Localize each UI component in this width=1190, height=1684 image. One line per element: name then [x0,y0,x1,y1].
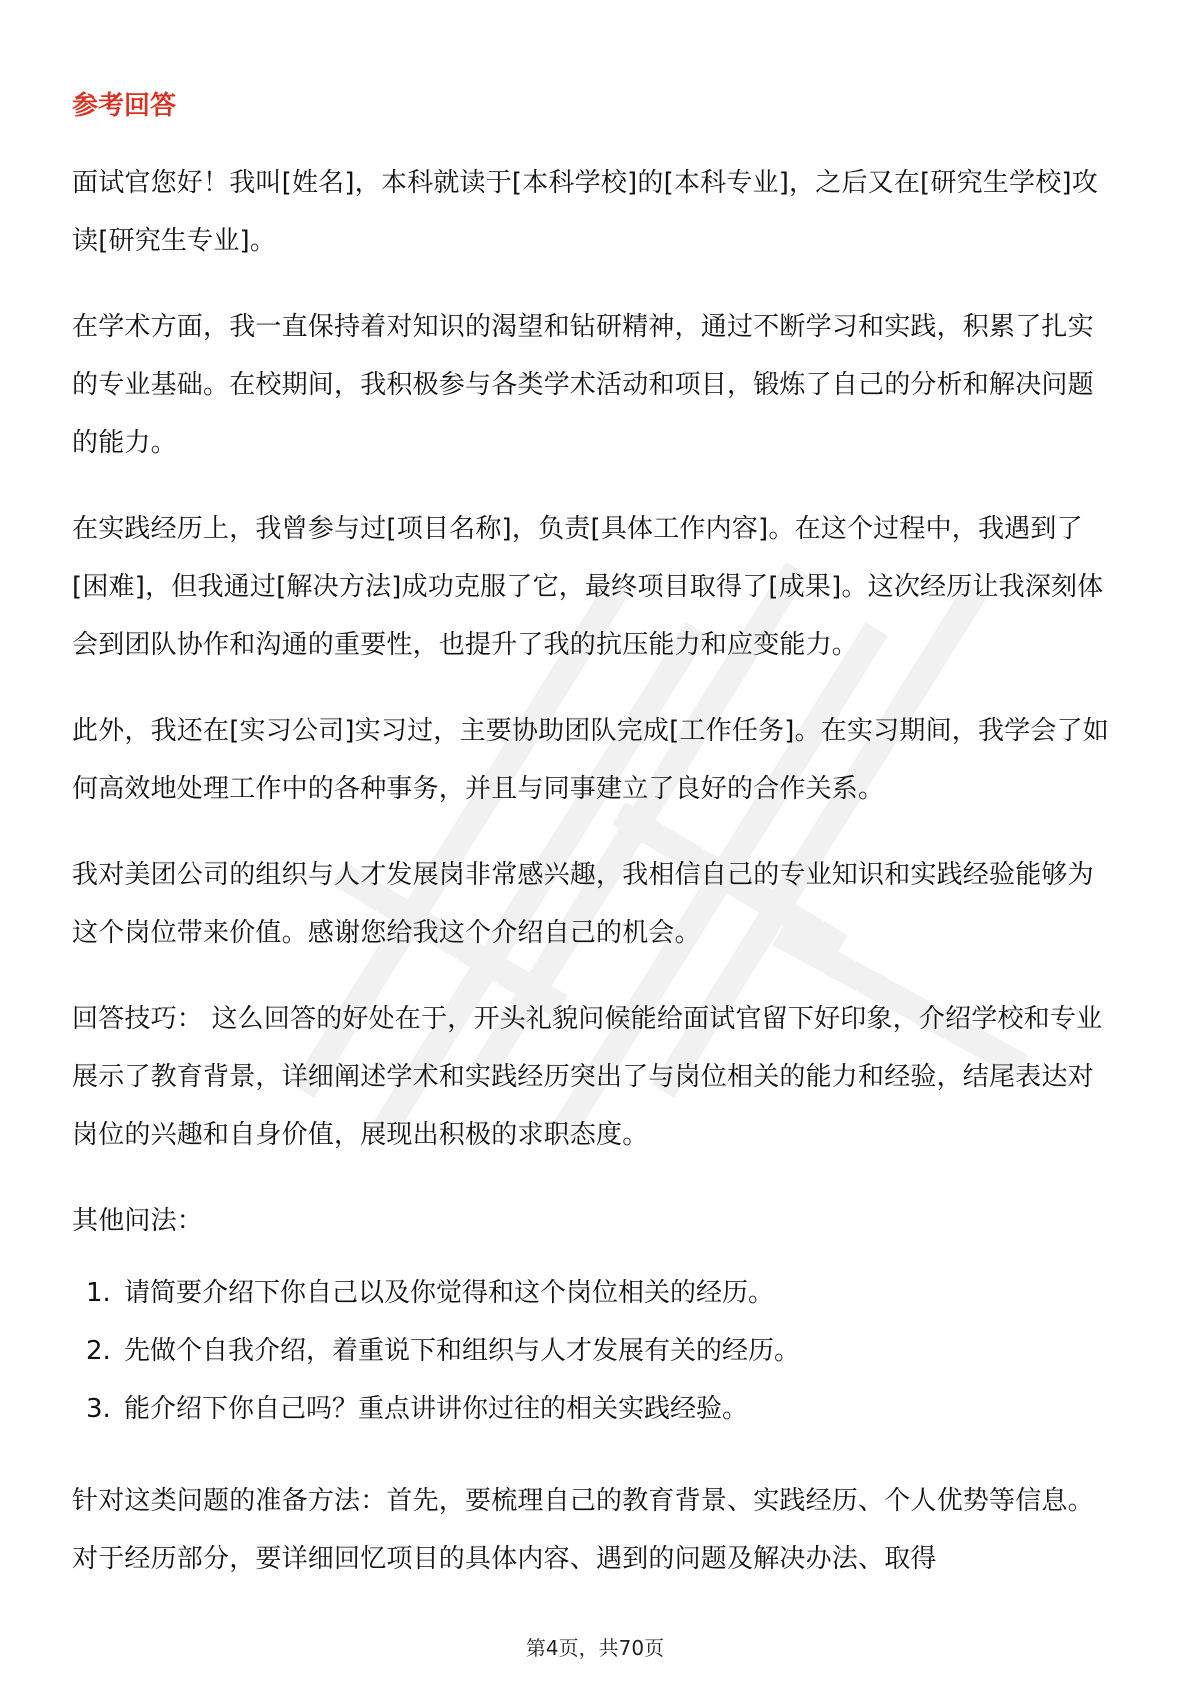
answer-paragraph-1: 面试官您好！我叫[姓名]，本科就读于[本科学校]的[本科专业]，之后又在[研究生学校]攻读[研究生专业]。 [72,168,1098,256]
list-item-text: 请简要介绍下你自己以及你觉得和这个岗位相关的经历。 [124,1278,775,1308]
list-item-number: 2. [86,1336,111,1366]
other-questions-list [72,1264,1118,1438]
list-item-number: 3. [86,1394,111,1424]
section-title: 参考回答 [72,91,177,121]
preparation-paragraph: 针对这类问题的准备方法：首先，要梳理自己的教育背景、实践经历、个人优势等信息。对于经历部分，要详细回忆项目的具体内容、遇到的问题及解决办法、取得 [72,1486,1094,1574]
list-item [72,1380,1118,1438]
answer-paragraph-4: 此外，我还在[实习公司]实习过，主要协助团队完成[工作任务]。在实习期间，我学会了如何高效地处理工作中的各种事务，并且与同事建立了良好的合作关系。 [72,716,1109,804]
list-item-number: 1. [86,1278,111,1308]
answer-paragraph-2: 在学术方面，我一直保持着对知识的渴望和钻研精神，通过不断学习和实践，积累了扎实的专业基础。在校期间，我积极参与各类学术活动和项目，锻炼了自己的分析和解决问题的能力。 [72,312,1094,458]
answer-paragraph-5: 我对美团公司的组织与人才发展岗非常感兴趣，我相信自己的专业知识和实践经验能够为这个岗位带来价值。感谢您给我这个介绍自己的机会。 [72,860,1094,948]
other-questions-label: 其他问法： [72,1206,204,1236]
answer-tips-paragraph: 回答技巧： 这么回答的好处在于，开头礼貌问候能给面试官留下好印象，介绍学校和专业展示了教育背景，详细阐述学术和实践经历突出了与岗位相关的能力和经验，结尾表达对岗位的兴趣和自身价值，展现出积极的求职态度。 [72,1004,1103,1150]
document-page [72,86,1118,1616]
list-item [72,1322,1118,1380]
list-item [72,1264,1118,1322]
list-item-text: 能介绍下你自己吗？重点讲讲你过往的相关实践经验。 [124,1394,749,1424]
page-number-footer: 第4页，共70页 [525,1636,665,1660]
answer-paragraph-3: 在实践经历上，我曾参与过[项目名称]，负责[具体工作内容]。在这个过程中，我遇到了[困难]，但我通过[解决方法]成功克服了它，最终项目取得了[成果]。这次经历让我深刻体会到团队协作和沟通的重要性，也提升了我的抗压能力和应变能力。 [72,514,1104,660]
list-item-text: 先做个自我介绍，着重说下和组织与人才发展有关的经历。 [124,1336,801,1366]
